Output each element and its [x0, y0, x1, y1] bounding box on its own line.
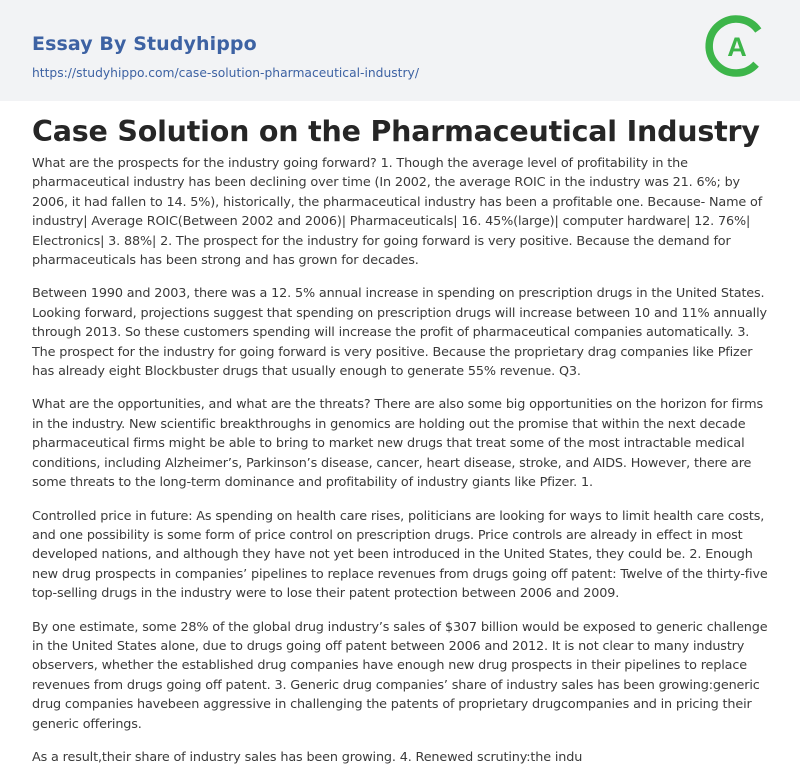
site-brand[interactable]: Essay By Studyhippo — [32, 33, 257, 55]
logo-letter: A — [727, 32, 747, 62]
studyhippo-logo-icon[interactable] — [704, 13, 770, 79]
page-url-link[interactable]: https://studyhippo.com/case-solution-pharmaceutical-industry/ — [32, 66, 419, 80]
article-paragraph-5: By one estimate, some 28% of the global drug industry’s sales of $307 billion would be exposed to generic challenge in the United States alone, due to drugs going off patent between 2006 and 2012. It is not clear to many industry observers, whether the established drug companies have enough new drug prospects in their pipelines to replace revenues from drugs going off patent. 3. Generic drug companies’ share of industry sales has been growing:generic drug companies havebeen aggressive in challenging the patents of proprietary drugcompanies and in pricing their generic offerings. — [32, 619, 768, 732]
article-paragraph-1: What are the prospects for the industry going forward? 1. Though the average level of profitability in the pharmaceutical industry has been declining over time (In 2002, the average ROIC in the industry was 21. 6%; by 2006, it had fallen to 14. 5%), historically, the pharmaceutical industry has been a profitable one. Because- Name of industry| Average ROIC(Between 2002 and 2006)| Pharmaceuticals| 16. 45%(large)| computer hardware| 12. 76%| Electronics| 3. 88%| 2. The prospect for the industry for going forward is very positive. Because the demand for pharmaceuticals has been strong and has grown for decades. — [32, 156, 763, 269]
article-paragraph-2: Between 1990 and 2003, there was a 12. 5% annual increase in spending on prescription drugs in the United States. Looking forward, projections suggest that spending on prescription drugs will increase between 10 and 11% annually through 2013. So these customers spending will increase the profit of pharmaceutical companies automatically. 3. The prospect for the industry for going forward is very positive. Because the proprietary drag companies like Pfizer has already eight Blockbuster drugs that usually enough to generate 55% revenue. Q3. — [32, 286, 767, 380]
article-title: Case Solution on the Pharmaceutical Industry — [32, 115, 760, 148]
article-paragraph-4: Controlled price in future: As spending on health care rises, politicians are looking for ways to limit health care costs, and one possibility is some form of price control on prescription drugs. Price controls are already in effect in most developed nations, and although they have not yet been introduced in the United States, they could be. 2. Enough new drug prospects in companies’ pipelines to replace revenues from drugs going off patent: Twelve of the thirty-five top-selling drugs in the industry were to lose their patent protection between 2006 and 2009. — [32, 508, 768, 602]
article-paragraph-3: What are the opportunities, and what are the threats? There are also some big opportunities on the horizon for firms in the industry. New scientific breakthroughs in genomics are holding out the promise that within the next decade pharmaceutical firms might be able to bring to market new drugs that treat some of the most intractable medical conditions, including Alzheimer’s, Parkinson’s disease, cancer, heart disease, stroke, and AIDS. However, there are some threats to the long-term dominance and profitability of industry giants like Pfizer. 1. — [32, 397, 763, 491]
site-header — [0, 0, 800, 101]
article-paragraph-6: As a result,their share of industry sales has been growing. 4. Renewed scrutiny:the indu — [32, 749, 583, 765]
article — [0, 115, 800, 767]
